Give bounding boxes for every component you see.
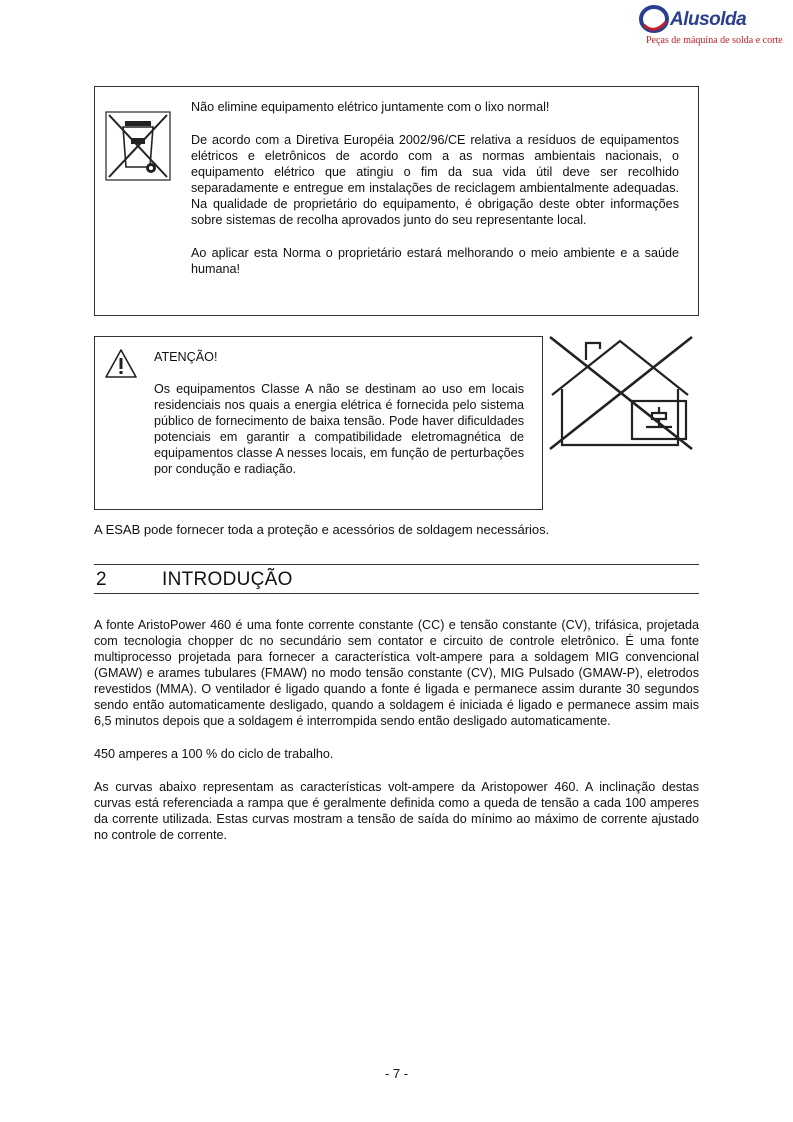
section-number: 2 [96,569,107,590]
brand-logo [638,4,788,48]
weee-paragraph: Ao aplicar esta Norma o proprietário estará melhorando o meio ambiente e a saúde humana! [191,246,679,276]
warning-triangle-icon [104,348,138,380]
weee-notice-text [191,99,679,294]
weee-paragraph: Não elimine equipamento elétrico juntamente com o lixo normal! [191,100,550,114]
brand-tagline: Peças de máquina de solda e corte [646,35,783,46]
crossed-out-wheelie-bin-icon [105,111,171,181]
warning-box [94,336,543,510]
page-number: - 7 - [384,1066,409,1081]
section-title: INTRODUÇÃO [162,569,293,590]
body-text [94,617,699,860]
brand-swoosh-icon [638,4,672,36]
body-paragraph: 450 amperes a 100 % do ciclo de trabalho. [94,747,334,761]
no-residential-use-house-icon [546,335,694,451]
warning-text: Os equipamentos Classe A não se destinam ao uso em locais residenciais nos quais a energia elétrica é fornecida pelo sistema público de fornecimento de baixa tensão. Pode haver dificuldades potenciais em garantir a compatibilidade eletromagnética de equipamentos classe A nesses locais, em função de perturbações por condução e radiação. [154,382,524,476]
section-heading [94,564,699,594]
warning-title: ATENÇÃO! [154,350,218,364]
weee-notice-box [94,86,699,316]
body-paragraph: A fonte AristoPower 460 é uma fonte corrente constante (CC) e tensão constante (CV), trifásica, projetada com tecnologia chopper dc no secundário sem contator e circuito de controle eletrônico. É uma fonte multiprocesso projetada para fornecer a característica volt-ampere para a soldagem MIG convencional (GMAW) e arames tubulares (FMAW) no modo tensão constante (CV), MIG Pulsado (GMAW-P), eletrodos revestidos (MMA). O ventilador é ligado quando a fonte é ligada e permanece assim durante 30 segundos sendo então automaticamente desligado, quando a soldagem é iniciada é ligado e permanece assim mais 6,5 minutos depois que a soldagem é interrompida sendo então desligado automaticamente. [94,618,699,728]
body-paragraph: As curvas abaixo representam as características volt-ampere da Aristopower 460. A inclinação destas curvas está referenciada a rampa que é geralmente definida como a queda de tensão a cada 100 amperes da corrente utilizada. Estas curvas mostram a tensão de saída do mínimo ao máximo de corrente ajustado no controle de corrente. [94,780,699,842]
brand-name: Alusolda [670,9,747,30]
esab-note: A ESAB pode fornecer toda a proteção e acessórios de soldagem necessários. [94,522,550,537]
weee-paragraph: De acordo com a Diretiva Européia 2002/96/CE relativa a resíduos de equipamentos elétricos e eletrônicos de acordo com a as normas ambientais nacionais, o equipamento elétrico que atingiu o fim da sua vida útil deve ser recolhido separadamente e entregue em instalações de reciclagem ambientalmente adequadas. Na qualidade de proprietário do equipamento, é obrigação deste obter informações sobre sistemas de recolha aprovados junto do seu representante local. [191,133,679,227]
